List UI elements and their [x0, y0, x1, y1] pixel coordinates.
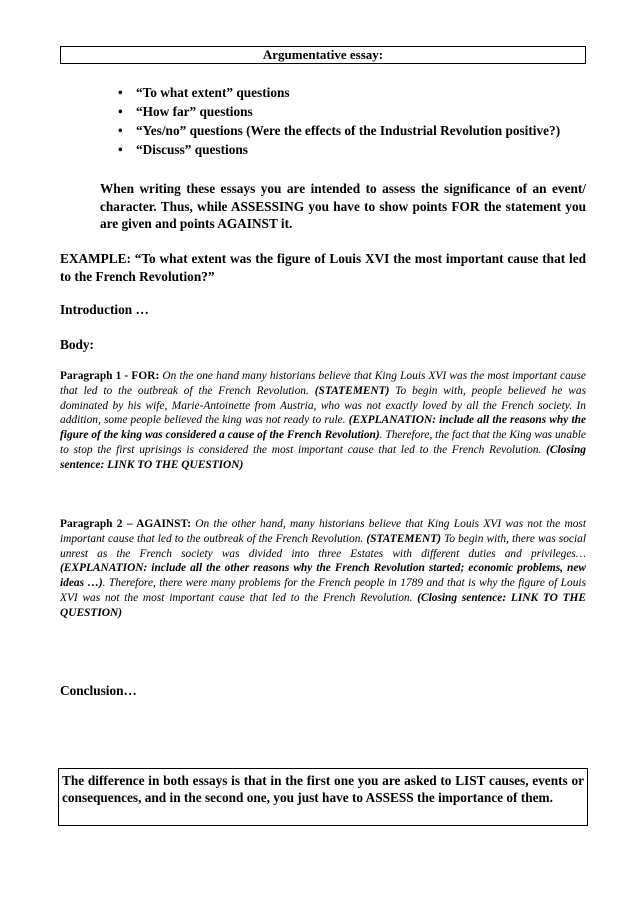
list-item: • “To what extent” questions — [100, 84, 586, 101]
intro-paragraph: When writing these essays you are intended to assess the significance of an event/ character. Thus, while ASSESSING you have to show points FOR the statement you are given and points AGAINST it. — [100, 181, 586, 231]
question-types-list — [100, 84, 586, 160]
paragraph-against-text: To begin with, there was social unrest as the French society was divided into three Estates with different duties and privileges… — [60, 532, 587, 560]
closing-sentence-label: (Closing sentence: LINK TO THE QUESTION) — [60, 443, 586, 471]
example-question: EXAMPLE: “To what extent was the figure of Louis XVI the most important cause that led to the French Revolution?” — [60, 251, 586, 284]
paragraph-for-lead: Paragraph 1 - FOR: — [60, 370, 160, 382]
conclusion-heading: Conclusion… — [60, 683, 137, 698]
paragraph-for-text: . Therefore, the fact that the King was unable to stop the first uprisings is considered the most important cause that led to the French Revolution. — [60, 429, 586, 456]
page-title: Argumentative essay: — [262, 47, 384, 62]
explanation-label: (EXPLANATION: include all the other reasons why the French Revolution started; economic problems, new ideas …) — [60, 562, 586, 590]
summary-text: The difference in both essays is that in the first one you are asked to LIST causes, events or consequences, and in the second one, you just have to ASSESS the importance of them. — [62, 773, 584, 806]
summary-box — [58, 768, 588, 826]
list-item: • “Discuss” questions — [100, 141, 586, 158]
paragraph-against-text: On the other hand, many historians believe that King Louis XVI was not the most important cause that led to the outbreak of the French Revolution. — [60, 518, 586, 545]
paragraph-for-text: On the one hand many historians believe that King Louis XVI was the most important cause that led to the outbreak of the French Revolution. — [60, 370, 586, 397]
statement-label: (STATEMENT) — [366, 532, 442, 545]
explanation-label: (EXPLANATION: include all the reasons why the figure of the king was considered a cause of the French Revolution) — [60, 414, 586, 442]
title-box — [60, 46, 586, 64]
paragraph-against-lead: Paragraph 2 – AGAINST: — [60, 518, 192, 530]
statement-label: (STATEMENT) — [314, 384, 390, 397]
paragraph-against — [60, 517, 586, 621]
list-item: • “How far” questions — [100, 103, 586, 120]
body-heading: Body: — [60, 337, 94, 352]
paragraph-against-text: . Therefore, there were many problems for the French people in 1789 and that is why the figure of Louis XVI was not the most important cause that led to the French Revolution. — [60, 577, 587, 604]
introduction-heading: Introduction … — [60, 302, 149, 317]
paragraph-for — [60, 369, 586, 473]
list-item: • “Yes/no” questions (Were the effects of the Industrial Revolution positive?) — [100, 122, 586, 139]
paragraph-for-text: To begin with, people believed he was dominated by his wife, Marie-Antoinette from Austria, who was not exactly loved by all the French society. In addition, some people believed the king was not ready to rule. — [60, 384, 587, 427]
closing-sentence-label: (Closing sentence: LINK TO THE QUESTION) — [60, 591, 586, 619]
